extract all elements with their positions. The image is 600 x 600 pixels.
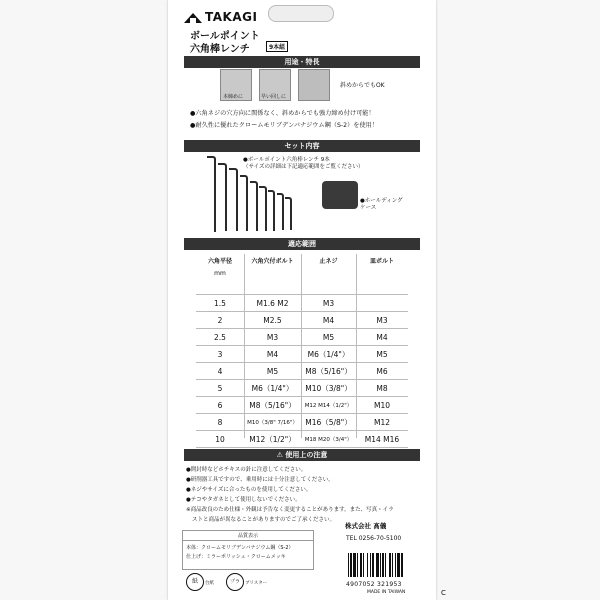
barcode-number: 4907052 321953 (346, 581, 402, 588)
table-cell: M12 (356, 414, 408, 431)
barcode-bar (385, 553, 386, 577)
table-row (196, 414, 408, 431)
barcode-bar (367, 553, 368, 577)
wrench-legend (243, 157, 364, 172)
table-cell (356, 295, 408, 312)
table-cell: M4 (301, 312, 356, 329)
brand-name: TAKAGI (205, 10, 258, 24)
wrench-3 (229, 168, 238, 231)
product-title-line2: 六角棒レンチ (190, 44, 250, 55)
set-count-badge: 9本組 (266, 41, 288, 52)
caution-4: ●テコやタガネとして使用しないでください。 (186, 497, 301, 503)
barcode-bar (357, 553, 358, 577)
table-row (196, 329, 408, 346)
barcode-bar (382, 553, 384, 577)
barcode-bar (389, 553, 391, 577)
barcode-bar (348, 553, 349, 577)
table-cell: 5 (196, 380, 244, 397)
feature-image-3 (298, 69, 330, 101)
table-cell: M18 M20（3/4"） (301, 431, 356, 448)
table-header-row (196, 254, 408, 295)
table-cell: M4 (244, 346, 301, 363)
section-contents: セット内容 (184, 140, 420, 152)
made-in-label: MADE IN TAIWAN (367, 590, 406, 595)
wrench-legend-line1: ●ボールポイント六角棒レンチ 9本 (243, 157, 330, 163)
table-cell: 10 (196, 431, 244, 448)
table-cell: M4 (356, 329, 408, 346)
feature-note: 斜めからでもOK (340, 82, 385, 89)
table-cell: M8（5/16"） (244, 397, 301, 414)
table-row (196, 380, 408, 397)
table-row (196, 295, 408, 312)
table-cell: M2.5 (244, 312, 301, 329)
corner-mark: C (441, 589, 446, 597)
table-row (196, 346, 408, 363)
wrench-5 (250, 181, 258, 231)
case-legend-line1: ●ホールディング (360, 198, 403, 204)
table-cell: M3 (244, 329, 301, 346)
table-cell: M3 (301, 295, 356, 312)
header-set-screw: 止ネジ (301, 254, 356, 295)
table-cell: 4 (196, 363, 244, 380)
table-cell: M3 (356, 312, 408, 329)
barcode-bar (380, 553, 381, 577)
barcode-bar (350, 553, 352, 577)
header-hex-size: 六角平径 mm (196, 254, 244, 295)
table-cell: M5 (301, 329, 356, 346)
table-cell: M6 (356, 363, 408, 380)
bullet-1: ●六角ネジの穴方向に関係なく、斜めからでも強力締め付け可能！ (190, 110, 375, 117)
table-cell: 3 (196, 346, 244, 363)
maker-name: 株式会社 髙儀 (345, 522, 387, 530)
table-cell: M10 (356, 397, 408, 414)
table-cell: M1.6 M2 (244, 295, 301, 312)
caution-6: ストと商品が異なることがありますのでご了承ください。 (192, 517, 336, 523)
feature-label-1: 本締めに (223, 94, 244, 100)
table-cell: 8 (196, 414, 244, 431)
hang-hole (268, 5, 334, 22)
barcode-bar (370, 553, 371, 577)
quality-heading: 品質表示 (183, 531, 313, 541)
brand-logo (184, 10, 257, 24)
table-cell: M10（3/8"） (301, 380, 356, 397)
quality-box (182, 530, 314, 570)
holding-case (322, 181, 358, 209)
table-cell: M6（1/4"） (301, 346, 356, 363)
table-cell: M8（5/16"） (301, 363, 356, 380)
table-cell: 6 (196, 397, 244, 414)
maker-tel: TEL 0256-70-5100 (346, 535, 402, 542)
paper-recycle-label: 台紙 (205, 581, 214, 586)
barcode-bar (363, 553, 364, 577)
section-range: 適応範囲 (184, 238, 420, 250)
unit-label: mm (214, 270, 226, 277)
header-socket-bolt: 六角穴付ボルト (244, 254, 301, 295)
caution-2: ●研削器工具ですので、乗用時には十分注意してください。 (186, 477, 334, 483)
table-cell: M14 M16 (356, 431, 408, 448)
quality-line2: 仕上げ：ミラーポリッシュ・クロームメッキ (186, 554, 286, 560)
case-legend (360, 198, 403, 213)
table-cell: 2.5 (196, 329, 244, 346)
feature-label-2: 早い回しに (261, 94, 287, 100)
table-cell: M8 (356, 380, 408, 397)
section-usage: 用途・特長 (184, 56, 420, 68)
wrench-legend-line2: （サイズの詳細は下記適応範囲をご覧ください） (243, 164, 364, 171)
plastic-recycle-label: ブリスター (245, 581, 268, 586)
barcode-bar (376, 553, 379, 577)
wrench-4 (240, 175, 248, 231)
table-cell: M10（3/8" 7/16"） (244, 414, 301, 431)
bullet-2: ●耐久性に優れたクロームモリブデンバナジウム鋼（S-2）を使用！ (190, 122, 379, 129)
wrench-9 (285, 197, 292, 230)
wrench-1 (207, 156, 216, 232)
table-row (196, 397, 408, 414)
quality-line1: 本体：クロームモリブデンバナジウム鋼（S-2） (186, 545, 294, 551)
size-table (196, 254, 408, 448)
table-cell: M16（5/8"） (301, 414, 356, 431)
barcode-bar (360, 553, 362, 577)
table-cell: M5 (244, 363, 301, 380)
case-legend-line2: ケース (360, 205, 377, 212)
wrench-7 (268, 190, 275, 231)
paper-recycle-icon: 紙 (186, 573, 204, 591)
caution-5: ※商品改良のため仕様・外観は予告なく変更することがあります。また、写真・イラ (186, 507, 394, 513)
caution-3: ●ネジやサイズに合ったものを使用してください。 (186, 487, 312, 493)
header-flat-bolt: 皿ボルト (356, 254, 408, 295)
wrench-8 (277, 193, 284, 230)
barcode-bar (397, 553, 400, 577)
table-row (196, 431, 408, 448)
plastic-recycle-icon: プラ (226, 573, 244, 591)
table-cell: M5 (356, 346, 408, 363)
wrench-2 (218, 163, 227, 231)
barcode (346, 553, 436, 577)
caution-1: ●開封時などホチキスの針に注意してください。 (186, 467, 307, 473)
table-cell: 2 (196, 312, 244, 329)
barcode-bar (395, 553, 396, 577)
section-caution: ⚠ 使用上の注意 (184, 449, 420, 461)
table-cell: M12（1/2"） (244, 431, 301, 448)
product-title-line1: ボールポイント (190, 31, 260, 42)
barcode-bar (353, 553, 356, 577)
table-row (196, 312, 408, 329)
table-cell: 1.5 (196, 295, 244, 312)
table-row (196, 363, 408, 380)
table-cell: M12 M14（1/2"） (301, 397, 356, 414)
table-cell: M6（1/4"） (244, 380, 301, 397)
brand-roof-icon (184, 12, 202, 23)
barcode-bar (372, 553, 374, 577)
barcode-bar (401, 553, 403, 577)
wrench-6 (259, 186, 267, 231)
barcode-bar (392, 553, 393, 577)
table-body (196, 295, 408, 448)
